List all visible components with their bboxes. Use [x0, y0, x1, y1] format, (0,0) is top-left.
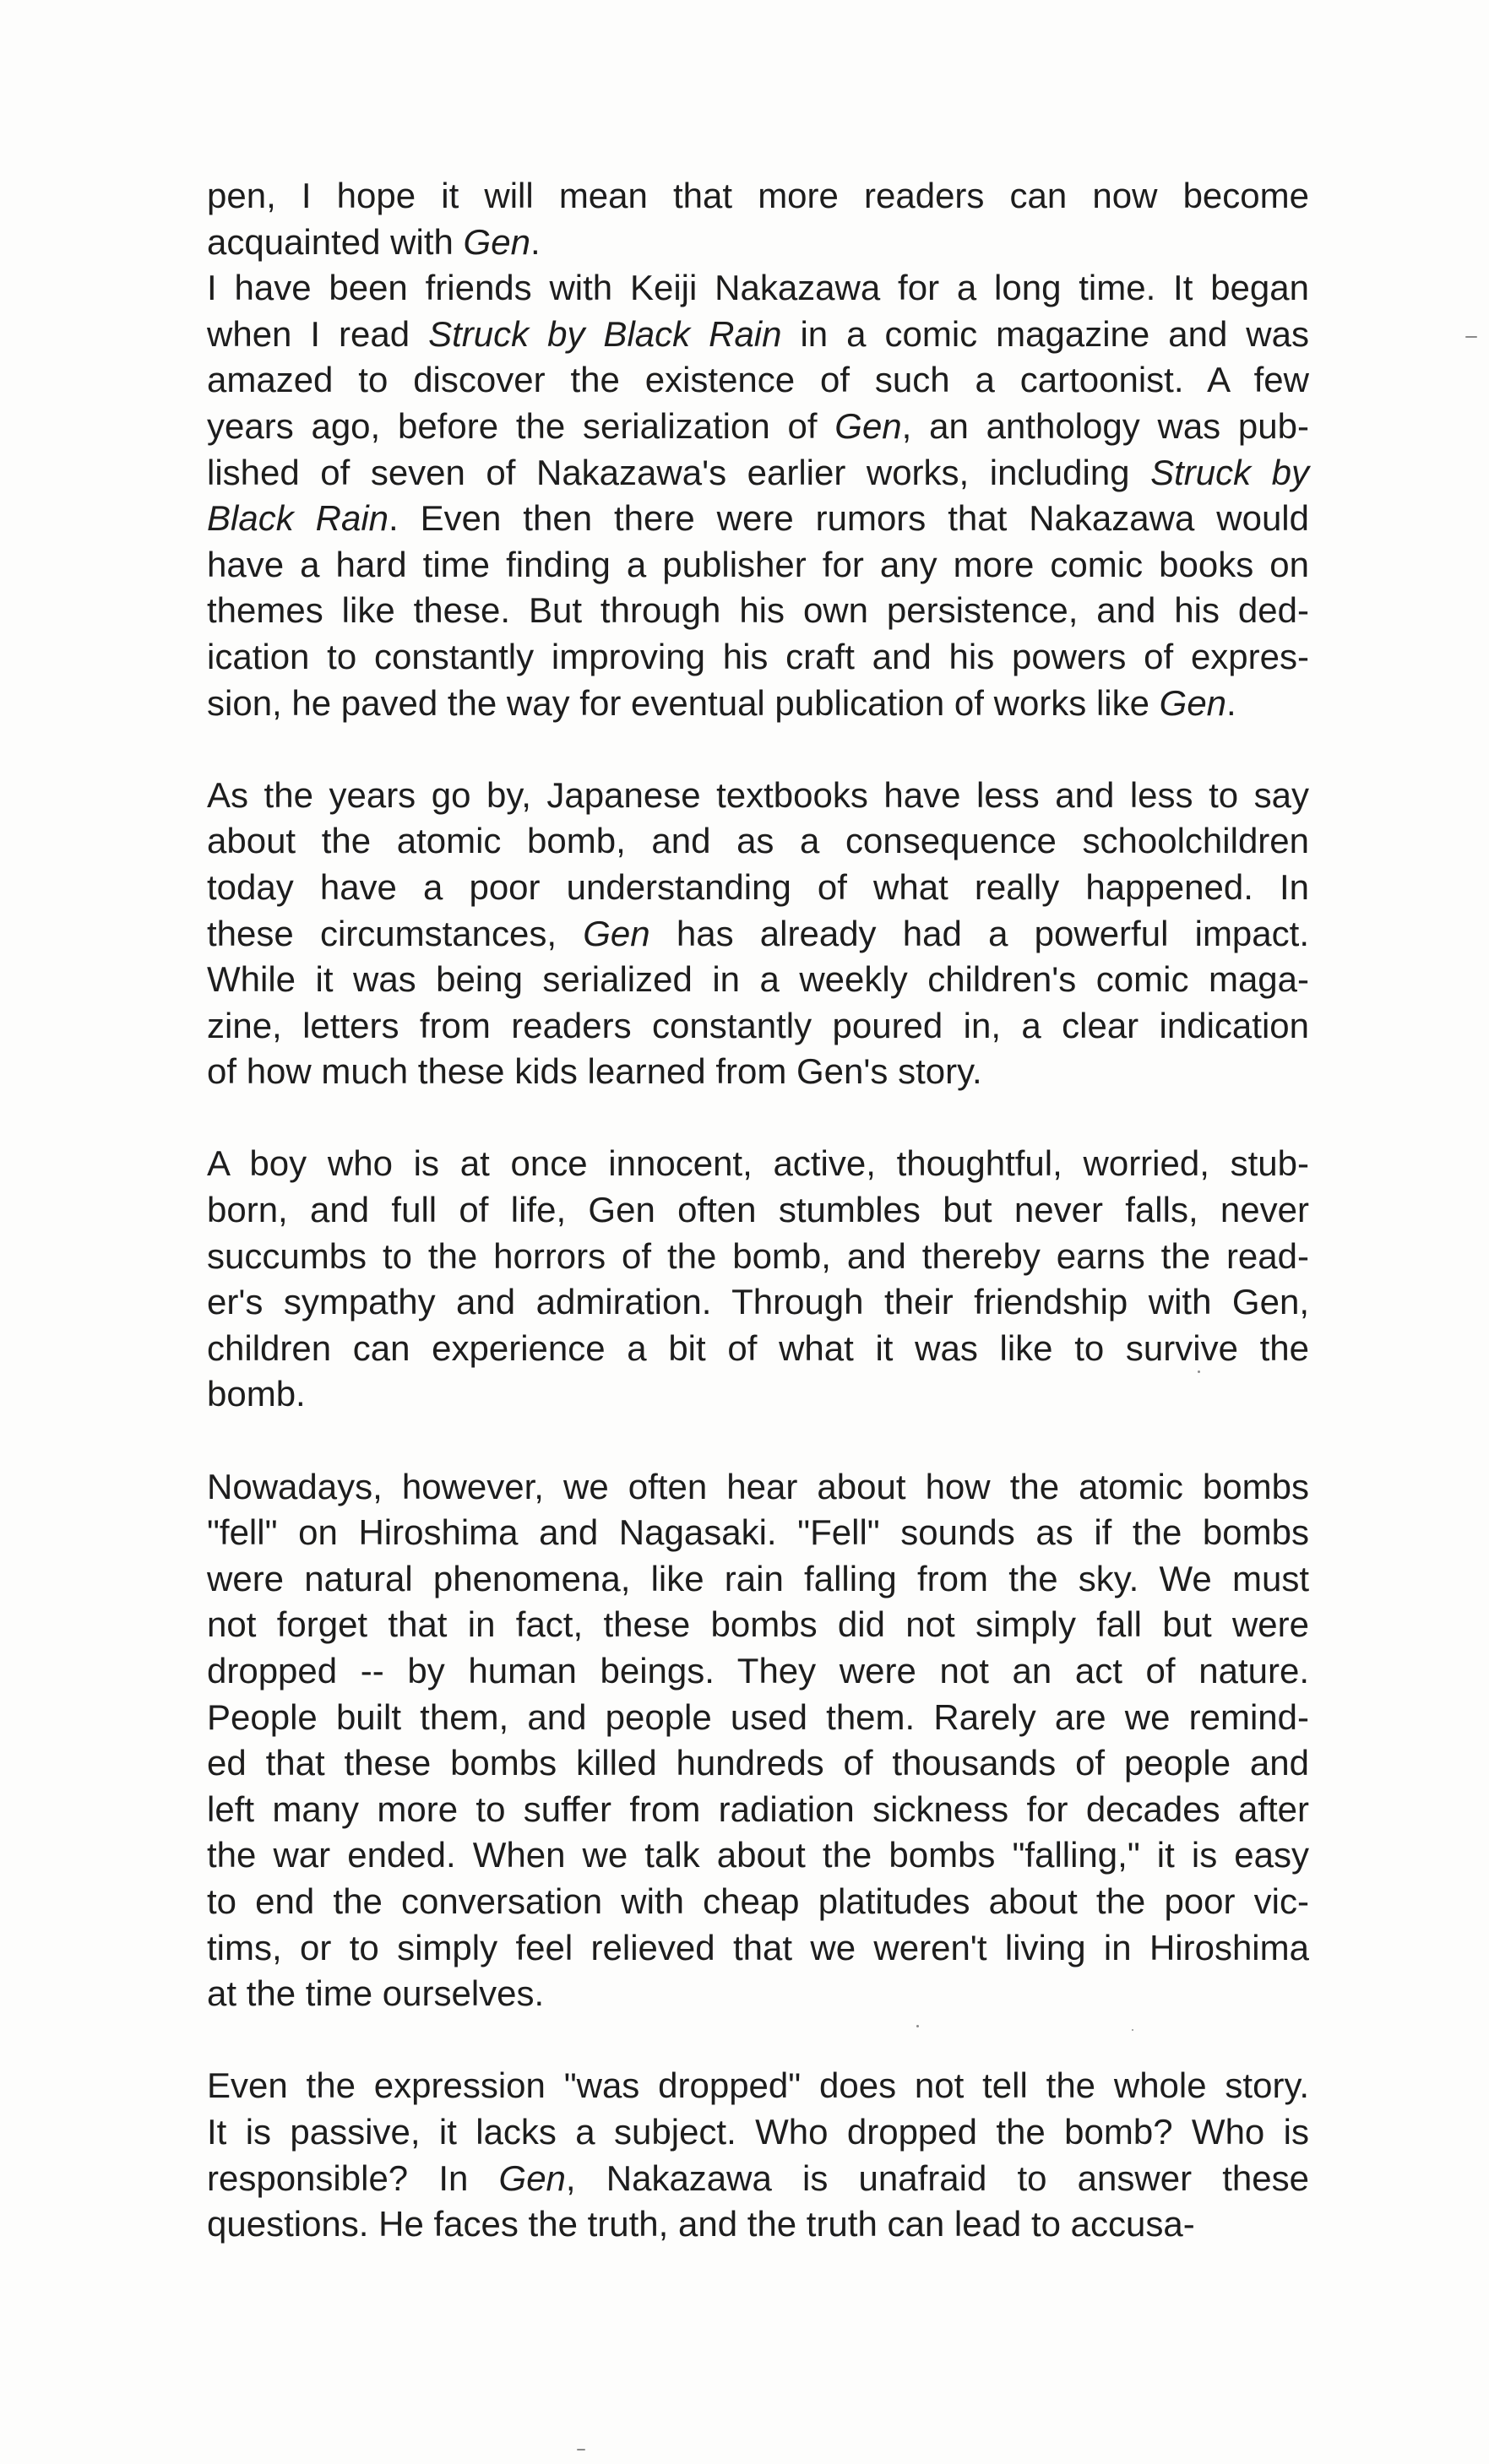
- text-run: the war ended. When we talk about the bombs "falling," it is easy: [207, 1835, 1309, 1875]
- text-line: [207, 818, 1309, 865]
- text-line: [207, 1695, 1309, 1741]
- text-run: Nowadays, however, we often hear about how the atomic bombs: [207, 1466, 1309, 1506]
- text-run: dropped -- by human beings. They were not an act of nature.: [207, 1651, 1309, 1691]
- text-run: years ago, before the serialization of: [207, 405, 835, 446]
- text-line: [207, 865, 1309, 911]
- text-run: .: [530, 221, 541, 262]
- text-line: [207, 957, 1309, 1003]
- text-run: were natural phenomena, like rain falling from the sky. We must: [207, 1558, 1309, 1598]
- text-line: [207, 1234, 1309, 1280]
- text-line: [207, 542, 1309, 589]
- text-run: today have a poor understanding of what really happened. In: [207, 866, 1309, 907]
- text-run: pen, I hope it will mean that more readers can now become: [207, 176, 1309, 215]
- text-run: While it was being serialized in a weekly children's comic maga-: [207, 959, 1309, 1000]
- italic-title: Gen: [498, 2157, 566, 2198]
- paragraph: [207, 1464, 1309, 2017]
- text-line: [207, 1464, 1309, 1511]
- text-run: acquainted with: [207, 221, 464, 262]
- text-line: [207, 2201, 1309, 2248]
- scan-speck: [1198, 1370, 1200, 1373]
- text-run: .: [1226, 682, 1236, 723]
- text-line: [207, 1648, 1309, 1695]
- text-run: As the years go by, Japanese textbooks have less and less to say: [207, 774, 1309, 815]
- paragraph: [207, 1141, 1309, 1418]
- text-line: [207, 357, 1309, 404]
- text-run: to end the conversation with cheap platitudes about the poor vic-: [207, 1881, 1309, 1921]
- scan-speck: [577, 2449, 585, 2450]
- text-run: Even the expression "was dropped" does not tell the whole story.: [207, 2065, 1309, 2106]
- text-run: , Nakazawa is unafraid to answer these: [565, 2157, 1309, 2198]
- text-run: questions. He faces the truth, and the truth can lead to accusa-: [207, 2204, 1195, 2244]
- text-run: have a hard time finding a publisher for any more comic books on: [207, 544, 1309, 584]
- text-run: sion, he paved the way for eventual publication of works like: [207, 682, 1160, 723]
- text-run: er's sympathy and admiration. Through their friendship with Gen,: [207, 1282, 1309, 1322]
- text-line: [207, 1602, 1309, 1648]
- text-run: in a comic magazine and was: [781, 313, 1309, 354]
- italic-title: Gen: [834, 405, 902, 446]
- text-run: It is passive, it lacks a subject. Who dropped the bomb? Who is: [207, 2111, 1309, 2152]
- italic-title: Gen: [463, 221, 530, 262]
- text-line: [207, 220, 1309, 266]
- text-line: [207, 634, 1309, 681]
- text-line: [207, 173, 1309, 220]
- text-line: [207, 450, 1309, 497]
- text-run: at the time ourselves.: [207, 1973, 545, 2014]
- text-line: [207, 1510, 1309, 1556]
- text-run: not forget that in fact, these bombs did not simply fall but were: [207, 1604, 1309, 1645]
- text-run: these circumstances,: [207, 913, 584, 953]
- text-line: [207, 1326, 1309, 1372]
- text-line: [207, 1556, 1309, 1603]
- text-run: succumbs to the horrors of the bomb, and thereby earns the read-: [207, 1235, 1309, 1276]
- text-line: [207, 1187, 1309, 1234]
- text-line: [207, 2109, 1309, 2156]
- scan-speck: [1465, 336, 1477, 338]
- text-run: has already had a powerful impact.: [649, 913, 1309, 953]
- text-line: [207, 1971, 1309, 2017]
- text-line: [207, 1879, 1309, 1925]
- text-run: bomb.: [207, 1374, 306, 1414]
- paragraph: [207, 2063, 1309, 2247]
- text-line: [207, 1049, 1309, 1095]
- text-run: responsible? In: [207, 2157, 499, 2198]
- text-run: ed that these bombs killed hundreds of thousands of people and: [207, 1743, 1309, 1783]
- text-line: [207, 911, 1309, 958]
- text-line: [207, 404, 1309, 450]
- scan-speck: [1132, 2029, 1133, 2031]
- text-line: [207, 1740, 1309, 1787]
- text-line: [207, 312, 1309, 358]
- text-run: People built them, and people used them. Rarely are we remind-: [207, 1696, 1309, 1737]
- text-line: [207, 1003, 1309, 1050]
- text-run: left many more to suffer from radiation sickness for decades after: [207, 1788, 1309, 1829]
- text-run: about the atomic bomb, and as a consequence schoolchildren: [207, 821, 1309, 861]
- text-line: [207, 1787, 1309, 1833]
- text-line: [207, 1925, 1309, 1972]
- text-line: [207, 2156, 1309, 2202]
- paragraph: [207, 773, 1309, 1095]
- text-run: zine, letters from readers constantly poured in, a clear indication: [207, 1005, 1309, 1045]
- text-line: [207, 496, 1309, 542]
- text-run: "fell" on Hiroshima and Nagasaki. "Fell" sounds as if the bombs: [207, 1512, 1309, 1553]
- paragraph: [207, 173, 1309, 265]
- text-line: [207, 1371, 1309, 1418]
- text-run: I have been friends with Keiji Nakazawa for a long time. It began: [207, 268, 1309, 308]
- italic-title: Gen: [1159, 682, 1227, 723]
- text-run: tims, or to simply feel relieved that we weren't living in Hiroshima: [207, 1927, 1309, 1967]
- text-run: amazed to discover the existence of such a cartoonist. A few: [207, 360, 1309, 400]
- text-run: , an anthology was pub-: [901, 405, 1309, 446]
- text-line: [207, 1141, 1309, 1187]
- text-line: [207, 588, 1309, 634]
- text-line: [207, 681, 1309, 727]
- text-run: born, and full of life, Gen often stumbles but never falls, never: [207, 1190, 1309, 1230]
- text-run: when I read: [207, 313, 429, 354]
- text-line: [207, 265, 1309, 312]
- text-run: children can experience a bit of what it was like to survive the: [207, 1327, 1309, 1368]
- text-run: . Even then there were rumors that Nakazawa would: [389, 498, 1309, 539]
- paragraph: [207, 265, 1309, 726]
- text-run: of how much these kids learned from Gen's story.: [207, 1051, 982, 1092]
- text-line: [207, 773, 1309, 819]
- text-line: [207, 2063, 1309, 2109]
- text-run: ication to constantly improving his craft and his powers of expres-: [207, 636, 1309, 676]
- text-line: [207, 1279, 1309, 1326]
- scan-speck: [916, 2025, 919, 2027]
- italic-title: Black Rain: [207, 498, 389, 539]
- text-run: A boy who is at once innocent, active, thoughtful, worried, stub-: [207, 1143, 1309, 1184]
- text-line: [207, 1832, 1309, 1879]
- italic-title: Struck by Black Rain: [428, 313, 782, 354]
- italic-title: Gen: [583, 913, 650, 953]
- italic-title: Struck by: [1150, 452, 1309, 492]
- text-run: lished of seven of Nakazawa's earlier works, including: [207, 452, 1151, 492]
- body-text: [207, 173, 1309, 2248]
- text-run: themes like these. But through his own persistence, and his ded-: [207, 590, 1309, 631]
